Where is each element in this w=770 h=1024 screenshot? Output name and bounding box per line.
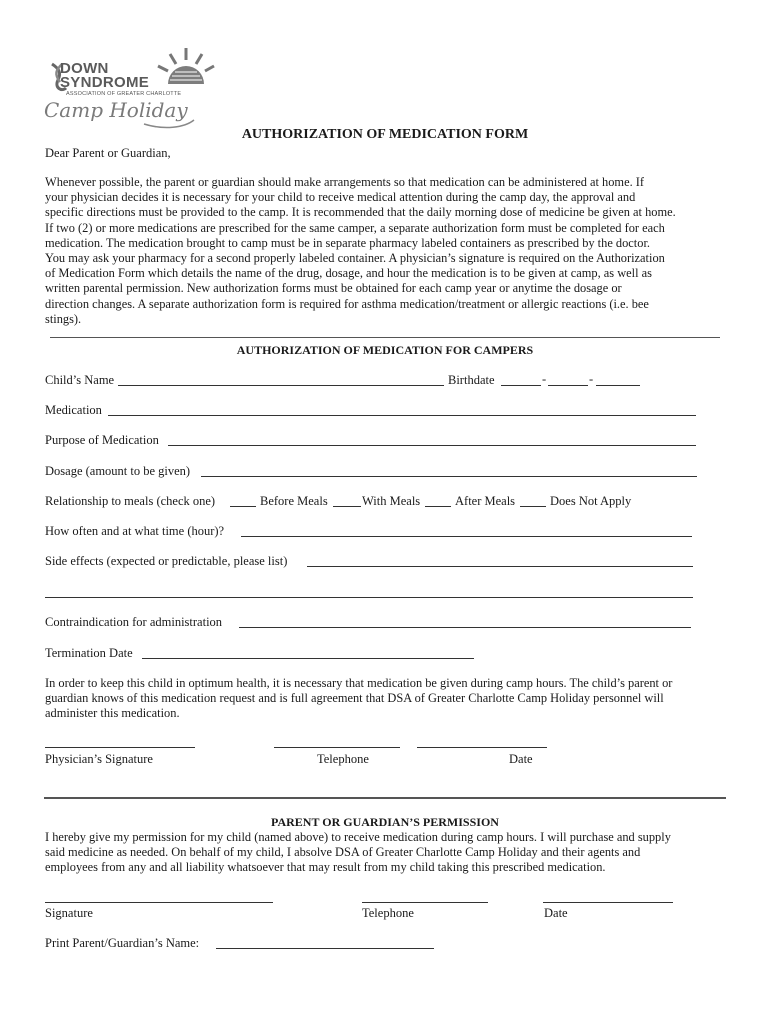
permission-line: said medicine as needed. On behalf of my child, I absolve DSA of Greater Charlotte Camp Holiday and their agents and: [45, 845, 641, 860]
intro-line: Whenever possible, the parent or guardian should make arrangements so that medication can be administered at home. If: [45, 175, 645, 189]
birthdate-label: Birthdate: [448, 373, 495, 387]
print-name-label: Print Parent/Guardian’s Name:: [45, 936, 200, 950]
optimum-line: administer this medication.: [45, 706, 180, 721]
logo-text-association: ASSOCIATION OF GREATER CHARLOTTE: [66, 91, 182, 97]
dosage-label: Dosage (amount to be given): [45, 464, 191, 478]
physician-date-field[interactable]: [417, 747, 547, 748]
parent-signature-label: Signature: [45, 906, 93, 920]
greeting: Dear Parent or Guardian,: [45, 146, 171, 160]
does-not-apply-checkbox[interactable]: [520, 506, 546, 507]
optimum-line: guardian knows of this medication request and is full agreement that DSA of Greater Charlotte Camp Holiday personnel will: [45, 691, 664, 706]
parent-date-field[interactable]: [543, 902, 673, 903]
side-effects-field[interactable]: [307, 566, 693, 567]
logo-text-down: DOWN: [60, 60, 109, 77]
camp-logo: [44, 44, 224, 134]
intro-line: medication. The medication brought to camp must be in separate pharmacy labeled containers as prescribed by the doctor.: [45, 235, 650, 250]
contraindication-field[interactable]: [239, 627, 691, 628]
birthdate-year-field[interactable]: [596, 385, 640, 386]
how-often-label: How often and at what time (hour)?: [45, 524, 225, 538]
birthdate-separator: -: [589, 372, 594, 386]
after-meals-checkbox[interactable]: [425, 506, 451, 507]
purpose-label: Purpose of Medication: [45, 433, 159, 447]
child-name-label: Child’s Name: [45, 373, 115, 387]
logo-text-syndrome: SYNDROME: [60, 74, 150, 91]
section-divider-thick: [44, 797, 726, 799]
how-often-field[interactable]: [241, 536, 692, 537]
physician-signature-field[interactable]: [45, 747, 195, 748]
optimum-line: In order to keep this child in optimum health, it is necessary that medication be given during camp hours. The child’s parent or: [45, 676, 673, 690]
permission-line: I hereby give my permission for my child (named above) to receive medication during camp hours. I will purchase and supply: [45, 830, 671, 844]
meals-label: Relationship to meals (check one): [45, 494, 216, 508]
intro-line: direction changes. A separate authorization form is required for asthma medication/treatment or allergic reactions (i.e. bee: [45, 296, 649, 311]
intro-line: If two (2) or more medications are prescribed for the same camper, a separate authorization form must be completed for each: [45, 220, 665, 235]
parent-date-label: Date: [544, 906, 568, 920]
purpose-field[interactable]: [168, 445, 696, 446]
before-meals-label: Before Meals: [260, 494, 328, 508]
section-title-permission: PARENT OR GUARDIAN’S PERMISSION: [271, 815, 499, 829]
after-meals-label: After Meals: [455, 494, 516, 508]
intro-line: your physician decides it is necessary for your child to receive medical attention during the camp day, the approval and: [45, 190, 636, 205]
print-name-field[interactable]: [216, 948, 434, 949]
medication-label: Medication: [45, 403, 102, 417]
birthdate-separator: -: [542, 372, 547, 386]
contraindication-label: Contraindication for administration: [45, 615, 223, 629]
termination-date-field[interactable]: [142, 658, 474, 659]
physician-signature-label: Physician’s Signature: [45, 752, 153, 766]
intro-line: specific directions must be provided to the camp. It is recommended that the daily morning dose of medicine be given at home.: [45, 205, 676, 220]
termination-date-label: Termination Date: [45, 646, 133, 660]
dosage-field[interactable]: [201, 476, 697, 477]
with-meals-checkbox[interactable]: [333, 506, 361, 507]
side-effects-field-line2[interactable]: [45, 597, 693, 598]
physician-telephone-field[interactable]: [274, 747, 400, 748]
intro-paragraph: [45, 175, 676, 327]
section-divider: [50, 337, 720, 338]
form-title: AUTHORIZATION OF MEDICATION FORM: [241, 127, 529, 142]
optimum-health-paragraph: [45, 676, 672, 722]
medication-field[interactable]: [108, 415, 696, 416]
intro-line: stings).: [45, 311, 82, 326]
section-title-campers: AUTHORIZATION OF MEDICATION FOR CAMPERS: [236, 343, 534, 357]
parent-telephone-label: Telephone: [362, 906, 414, 920]
intro-line: written parental permission. New authorization forms must be obtained for each camp year or anytime the dosage or: [45, 281, 622, 296]
parent-signature-field[interactable]: [45, 902, 273, 903]
with-meals-label: With Meals: [362, 494, 421, 508]
permission-line: employees from any and all liability whatsoever that may result from my child taking this prescribed medication.: [45, 860, 606, 875]
parent-telephone-field[interactable]: [362, 902, 488, 903]
intro-line: You may ask your pharmacy for a second properly labeled container. A physician’s signature is required on the Authorization: [45, 251, 665, 266]
physician-telephone-label: Telephone: [317, 752, 369, 766]
physician-date-label: Date: [509, 752, 533, 766]
intro-line: of Medication Form which details the name of the drug, dosage, and hour the medication is to be given at camp, as well as: [45, 266, 652, 281]
child-name-field[interactable]: [118, 385, 444, 386]
does-not-apply-label: Does Not Apply: [550, 494, 632, 508]
birthdate-month-field[interactable]: [501, 385, 541, 386]
logo-text-camp-holiday: Camp Holiday: [44, 98, 188, 122]
before-meals-checkbox[interactable]: [230, 506, 256, 507]
birthdate-day-field[interactable]: [548, 385, 588, 386]
side-effects-label: Side effects (expected or predictable, please list): [45, 554, 288, 568]
permission-paragraph: [45, 830, 671, 876]
